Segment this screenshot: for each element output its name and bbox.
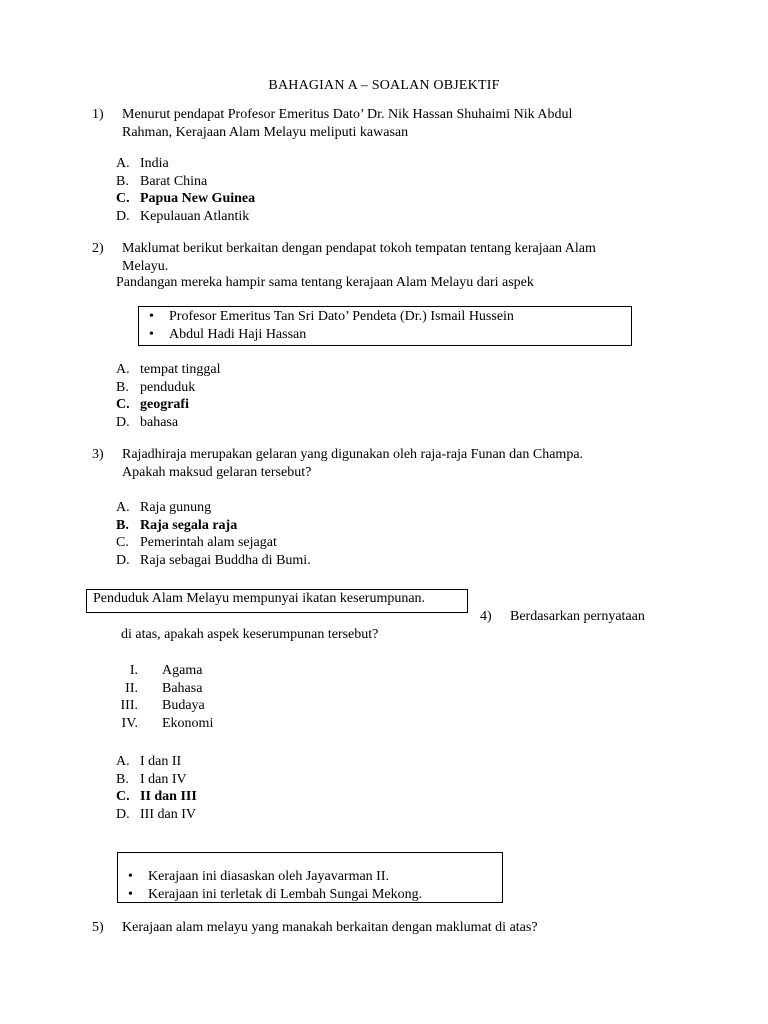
page-title: BAHAGIAN A – SOALAN OBJEKTIF: [268, 78, 500, 93]
option-letter: C.: [116, 535, 129, 550]
option-text: II dan III: [140, 789, 197, 804]
question-text: [122, 240, 682, 275]
info-box: [138, 306, 632, 346]
info-box: [117, 852, 503, 903]
roman-item: [116, 662, 213, 680]
option-d[interactable]: [116, 806, 197, 824]
option-letter: B.: [116, 379, 129, 395]
answer-options: [116, 155, 255, 225]
option-text: Raja segala raja: [140, 517, 238, 533]
option-c[interactable]: [116, 190, 255, 208]
roman-item: [116, 680, 213, 698]
option-letter: D.: [116, 806, 130, 822]
roman-text: Bahasa: [162, 680, 203, 696]
option-a[interactable]: [116, 499, 311, 517]
question-line: Kerajaan alam melayu yang manakah berkaitan dengan maklumat di atas?: [122, 920, 538, 935]
option-letter: A.: [116, 362, 130, 377]
option-text: Kepulauan Atlantik: [140, 208, 250, 224]
info-item: • Kerajaan ini terletak di Lembah Sungai Mekong.: [118, 886, 502, 904]
option-text: Pemerintah alam sejagat: [140, 535, 277, 550]
answer-options: [116, 753, 197, 823]
option-b[interactable]: [116, 173, 255, 191]
option-text: penduduk: [140, 379, 196, 395]
question-line: di atas, apakah aspek keserumpunan tersebut?: [121, 627, 379, 642]
question-number: 3): [92, 447, 104, 462]
question-text: [122, 446, 682, 481]
option-b[interactable]: [116, 379, 220, 397]
option-d[interactable]: [116, 552, 311, 570]
option-d[interactable]: [116, 208, 255, 226]
question-line: Berdasarkan pernyataan: [510, 609, 645, 624]
option-text: Barat China: [140, 173, 208, 189]
info-item: • Profesor Emeritus Tan Sri Dato’ Pendeta (Dr.) Ismail Hussein: [139, 308, 631, 326]
question-line: Apakah maksud gelaran tersebut?: [122, 464, 312, 480]
roman-list: [116, 662, 213, 732]
roman-number: IV.: [121, 715, 138, 731]
option-letter: D.: [116, 552, 130, 568]
question-line: Melayu.: [122, 258, 169, 274]
option-letter: C.: [116, 789, 130, 804]
option-b[interactable]: [116, 771, 197, 789]
option-text: India: [140, 156, 169, 171]
roman-number: III.: [120, 698, 138, 713]
question-number: 1): [92, 107, 104, 122]
option-text: Raja gunung: [140, 500, 212, 515]
option-letter: A.: [116, 156, 130, 171]
option-text: Raja sebagai Buddha di Bumi.: [140, 552, 311, 568]
info-list: [118, 868, 502, 903]
question-number: 2): [92, 241, 104, 256]
option-c[interactable]: [116, 788, 197, 806]
question-line: Maklumat berikut berkaitan dengan pendapat tokoh tempatan tentang kerajaan Alam: [122, 241, 596, 256]
info-list: [139, 308, 631, 343]
roman-text: Ekonomi: [162, 715, 214, 731]
answer-options: [116, 361, 220, 431]
option-letter: B.: [116, 771, 129, 787]
option-letter: D.: [116, 208, 130, 224]
roman-item: [116, 697, 213, 715]
option-text: I dan II: [140, 754, 182, 769]
roman-text: Agama: [162, 663, 203, 678]
option-text: bahasa: [140, 414, 179, 430]
option-letter: B.: [116, 173, 129, 189]
option-b[interactable]: [116, 517, 311, 535]
option-text: geografi: [140, 397, 189, 412]
option-d[interactable]: [116, 414, 220, 432]
option-letter: A.: [116, 754, 130, 769]
question-number: 5): [92, 920, 104, 935]
info-item: • Abdul Hadi Haji Hassan: [139, 326, 631, 344]
roman-text: Budaya: [162, 698, 205, 713]
info-item: • Kerajaan ini diasaskan oleh Jayavarman II.: [118, 868, 502, 886]
option-text: I dan IV: [140, 771, 187, 787]
question-line: Rahman, Kerajaan Alam Melayu meliputi kawasan: [122, 124, 409, 140]
option-text: tempat tinggal: [140, 362, 221, 377]
option-text: Papua New Guinea: [140, 191, 256, 206]
option-a[interactable]: [116, 753, 197, 771]
question-line: Menurut pendapat Profesor Emeritus Dato’ Dr. Nik Hassan Shuhaimi Nik Abdul: [122, 107, 573, 122]
option-text: III dan IV: [140, 806, 196, 822]
option-letter: C.: [116, 397, 130, 412]
option-c[interactable]: [116, 534, 311, 552]
option-letter: A.: [116, 500, 130, 515]
statement-box: [86, 589, 468, 613]
option-a[interactable]: [116, 361, 220, 379]
statement-text: Penduduk Alam Melayu mempunyai ikatan keserumpunan.: [93, 591, 426, 606]
roman-number: II.: [125, 680, 138, 696]
roman-item: [116, 715, 213, 733]
option-letter: B.: [116, 517, 129, 533]
answer-options: [116, 499, 311, 569]
option-letter: D.: [116, 414, 130, 430]
question-line: Rajadhiraja merupakan gelaran yang digunakan oleh raja-raja Funan dan Champa.: [122, 447, 584, 462]
question-number: 4): [480, 609, 492, 624]
question-text: [122, 106, 682, 141]
option-a[interactable]: [116, 155, 255, 173]
option-letter: C.: [116, 191, 130, 206]
roman-number: I.: [129, 663, 138, 678]
question-line: Pandangan mereka hampir sama tentang kerajaan Alam Melayu dari aspek: [116, 275, 534, 290]
option-c[interactable]: [116, 396, 220, 414]
